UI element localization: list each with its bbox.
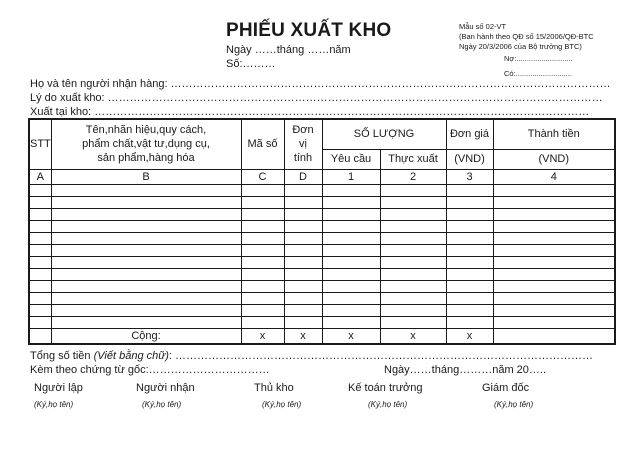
cell[interactable] — [493, 196, 615, 208]
cell[interactable] — [493, 280, 615, 292]
cell[interactable] — [241, 244, 284, 256]
cell[interactable] — [322, 316, 380, 328]
form-code-block — [459, 22, 594, 52]
footer-date-line: Ngày……tháng………năm 20….. — [384, 364, 547, 376]
cell[interactable] — [284, 292, 322, 304]
cell[interactable] — [380, 244, 446, 256]
signature-note: (Ký,họ tên) — [142, 400, 182, 409]
cell[interactable] — [241, 232, 284, 244]
cell[interactable] — [446, 304, 493, 316]
cell[interactable] — [241, 316, 284, 328]
column-letter: D — [284, 169, 322, 184]
total-in-words-line — [30, 350, 593, 362]
signature-role: Giám đốc — [482, 382, 530, 394]
total-row — [29, 328, 615, 344]
cell[interactable] — [322, 196, 380, 208]
header-amount: Thành tiền — [493, 119, 615, 149]
items-table — [28, 118, 616, 345]
warehouse-line: Xuất tại kho: ……………………………………………………………………………………………………………………… — [30, 106, 590, 118]
signature-note: (Ký,họ tên) — [262, 400, 302, 409]
cell[interactable] — [29, 196, 51, 208]
table-row — [29, 184, 615, 196]
header-unit-line: Đơn — [292, 124, 314, 137]
cell[interactable] — [380, 196, 446, 208]
cell[interactable] — [241, 256, 284, 268]
table-row — [29, 220, 615, 232]
cell[interactable] — [51, 280, 241, 292]
cell[interactable] — [446, 256, 493, 268]
cell[interactable] — [51, 268, 241, 280]
cell[interactable] — [284, 208, 322, 220]
cell[interactable] — [493, 304, 615, 316]
table-row — [29, 196, 615, 208]
cell[interactable] — [493, 244, 615, 256]
cell[interactable] — [51, 244, 241, 256]
form-code: Mẫu số 02-VT — [459, 22, 507, 31]
table-row — [29, 232, 615, 244]
cell[interactable] — [284, 268, 322, 280]
signature-role: Kế toán trưởng — [348, 382, 423, 394]
header-item-name-line: sản phẩm,hàng hóa — [97, 152, 195, 165]
cell[interactable] — [241, 292, 284, 304]
column-letter: 2 — [380, 169, 446, 184]
form-issued-date: Ngày 20/3/2006 của Bộ trưởng BTC) — [459, 42, 582, 51]
table-row — [29, 316, 615, 328]
form-issued-by: (Ban hành theo QĐ số 15/2006/QĐ-BTC — [459, 32, 594, 41]
cell[interactable] — [29, 220, 51, 232]
cell[interactable] — [322, 220, 380, 232]
header-qty-actual: Thực xuất — [380, 149, 446, 169]
table-row — [29, 280, 615, 292]
cell[interactable] — [29, 280, 51, 292]
cell[interactable] — [380, 208, 446, 220]
cell[interactable] — [241, 208, 284, 220]
cell[interactable] — [51, 220, 241, 232]
cell[interactable] — [29, 244, 51, 256]
column-letter: 3 — [446, 169, 493, 184]
credit-line: Có:........................... — [504, 69, 572, 78]
cell[interactable] — [322, 292, 380, 304]
header-price-unit: (VND) — [446, 149, 493, 169]
cell[interactable] — [51, 304, 241, 316]
cell[interactable] — [446, 196, 493, 208]
cell[interactable] — [29, 208, 51, 220]
cell[interactable] — [322, 232, 380, 244]
signature-role: Thủ kho — [254, 382, 294, 394]
cell[interactable] — [51, 232, 241, 244]
total-mark: x — [322, 328, 380, 344]
cell[interactable] — [380, 220, 446, 232]
cell[interactable] — [241, 268, 284, 280]
cell[interactable] — [380, 304, 446, 316]
cell[interactable] — [51, 208, 241, 220]
signature-role: Người lập — [34, 382, 83, 394]
cell[interactable] — [284, 220, 322, 232]
table-row — [29, 208, 615, 220]
cell[interactable] — [284, 304, 322, 316]
cell[interactable] — [241, 220, 284, 232]
cell[interactable] — [380, 256, 446, 268]
total-label: Cộng: — [51, 328, 241, 344]
table-row — [29, 292, 615, 304]
column-letter: C — [241, 169, 284, 184]
cell[interactable] — [446, 316, 493, 328]
cell[interactable] — [322, 208, 380, 220]
header-unit-line: tính — [293, 152, 313, 165]
total-words-label: Tổng số tiền — [30, 350, 91, 362]
header-unit-line: vị — [299, 138, 307, 151]
cell[interactable] — [241, 184, 284, 196]
cell[interactable] — [241, 196, 284, 208]
total-mark: x — [446, 328, 493, 344]
cell[interactable] — [51, 184, 241, 196]
cell[interactable] — [380, 280, 446, 292]
cell[interactable] — [284, 256, 322, 268]
cell[interactable] — [51, 316, 241, 328]
cell[interactable] — [322, 184, 380, 196]
table-row — [29, 244, 615, 256]
column-letter: B — [51, 169, 241, 184]
cell[interactable] — [493, 316, 615, 328]
cell[interactable] — [284, 196, 322, 208]
cell[interactable] — [493, 292, 615, 304]
cell[interactable] — [380, 316, 446, 328]
cell[interactable] — [380, 184, 446, 196]
column-letter: 4 — [493, 169, 615, 184]
header-unit-price: Đơn giá — [446, 119, 493, 149]
cell[interactable] — [446, 292, 493, 304]
header-item-name-line: phẩm chất,vật tư,dụng cụ, — [82, 138, 210, 151]
cell[interactable] — [284, 232, 322, 244]
header-code: Mã số — [241, 119, 284, 169]
cell[interactable] — [446, 208, 493, 220]
cell — [29, 328, 51, 344]
table-row — [29, 304, 615, 316]
cell[interactable] — [322, 280, 380, 292]
header-unit — [284, 119, 322, 169]
reason-line: Lý do xuất kho: ……………………………………………………………………………………………………………………… — [30, 92, 603, 104]
cell[interactable] — [51, 196, 241, 208]
cell[interactable] — [493, 184, 615, 196]
cell[interactable] — [29, 316, 51, 328]
cell[interactable] — [446, 220, 493, 232]
header-qty-request: Yêu cầu — [322, 149, 380, 169]
header-item-name — [51, 119, 241, 169]
cell[interactable] — [29, 232, 51, 244]
debit-line: Nợ:........................... — [504, 54, 573, 63]
cell[interactable] — [380, 268, 446, 280]
signature-note: (Ký,họ tên) — [494, 400, 534, 409]
cell[interactable] — [493, 256, 615, 268]
table-row — [29, 268, 615, 280]
cell[interactable] — [51, 292, 241, 304]
attached-docs-line: Kèm theo chứng từ gốc:…………………………… — [30, 364, 270, 376]
header-quantity: SỐ LƯỢNG — [322, 119, 446, 149]
cell[interactable] — [29, 184, 51, 196]
total-mark: x — [241, 328, 284, 344]
header-item-name-line: Tên,nhãn hiệu,quy cách, — [85, 124, 207, 137]
cell[interactable] — [493, 208, 615, 220]
column-letter-row — [29, 169, 615, 184]
header-stt: STT — [29, 119, 51, 169]
cell[interactable] — [380, 292, 446, 304]
cell[interactable] — [29, 268, 51, 280]
table-row — [29, 256, 615, 268]
cell[interactable] — [284, 244, 322, 256]
cell[interactable] — [446, 232, 493, 244]
cell[interactable] — [493, 268, 615, 280]
signature-role: Người nhận — [136, 382, 195, 394]
column-letter: A — [29, 169, 51, 184]
total-amount-cell[interactable] — [493, 328, 615, 344]
cell[interactable] — [284, 316, 322, 328]
cell[interactable] — [284, 184, 322, 196]
document-number-line: Số:……… — [226, 58, 276, 70]
cell[interactable] — [493, 220, 615, 232]
total-mark: x — [380, 328, 446, 344]
receiver-line: Họ và tên người nhận hàng: ………………………………………………………………………………………………………… — [30, 78, 611, 90]
cell[interactable] — [322, 256, 380, 268]
cell[interactable] — [51, 256, 241, 268]
cell[interactable] — [322, 244, 380, 256]
total-words-hint: (Viết bằng chữ) — [93, 350, 169, 362]
cell[interactable] — [446, 280, 493, 292]
cell[interactable] — [29, 256, 51, 268]
total-words-dots: : …………………………………………………………………………………………………… — [168, 350, 593, 362]
cell[interactable] — [29, 304, 51, 316]
cell[interactable] — [284, 280, 322, 292]
cell[interactable] — [322, 268, 380, 280]
cell[interactable] — [380, 232, 446, 244]
cell[interactable] — [29, 292, 51, 304]
date-line: Ngày ……tháng ……năm — [226, 44, 351, 56]
cell[interactable] — [446, 268, 493, 280]
form-title: PHIẾU XUẤT KHO — [226, 20, 392, 41]
header-amount-unit: (VND) — [493, 149, 615, 169]
cell[interactable] — [446, 244, 493, 256]
column-letter: 1 — [322, 169, 380, 184]
cell[interactable] — [446, 184, 493, 196]
signature-note: (Ký,họ tên) — [34, 400, 74, 409]
signature-note: (Ký,họ tên) — [368, 400, 408, 409]
cell[interactable] — [493, 232, 615, 244]
cell[interactable] — [322, 304, 380, 316]
cell[interactable] — [241, 304, 284, 316]
cell[interactable] — [241, 280, 284, 292]
total-mark: x — [284, 328, 322, 344]
